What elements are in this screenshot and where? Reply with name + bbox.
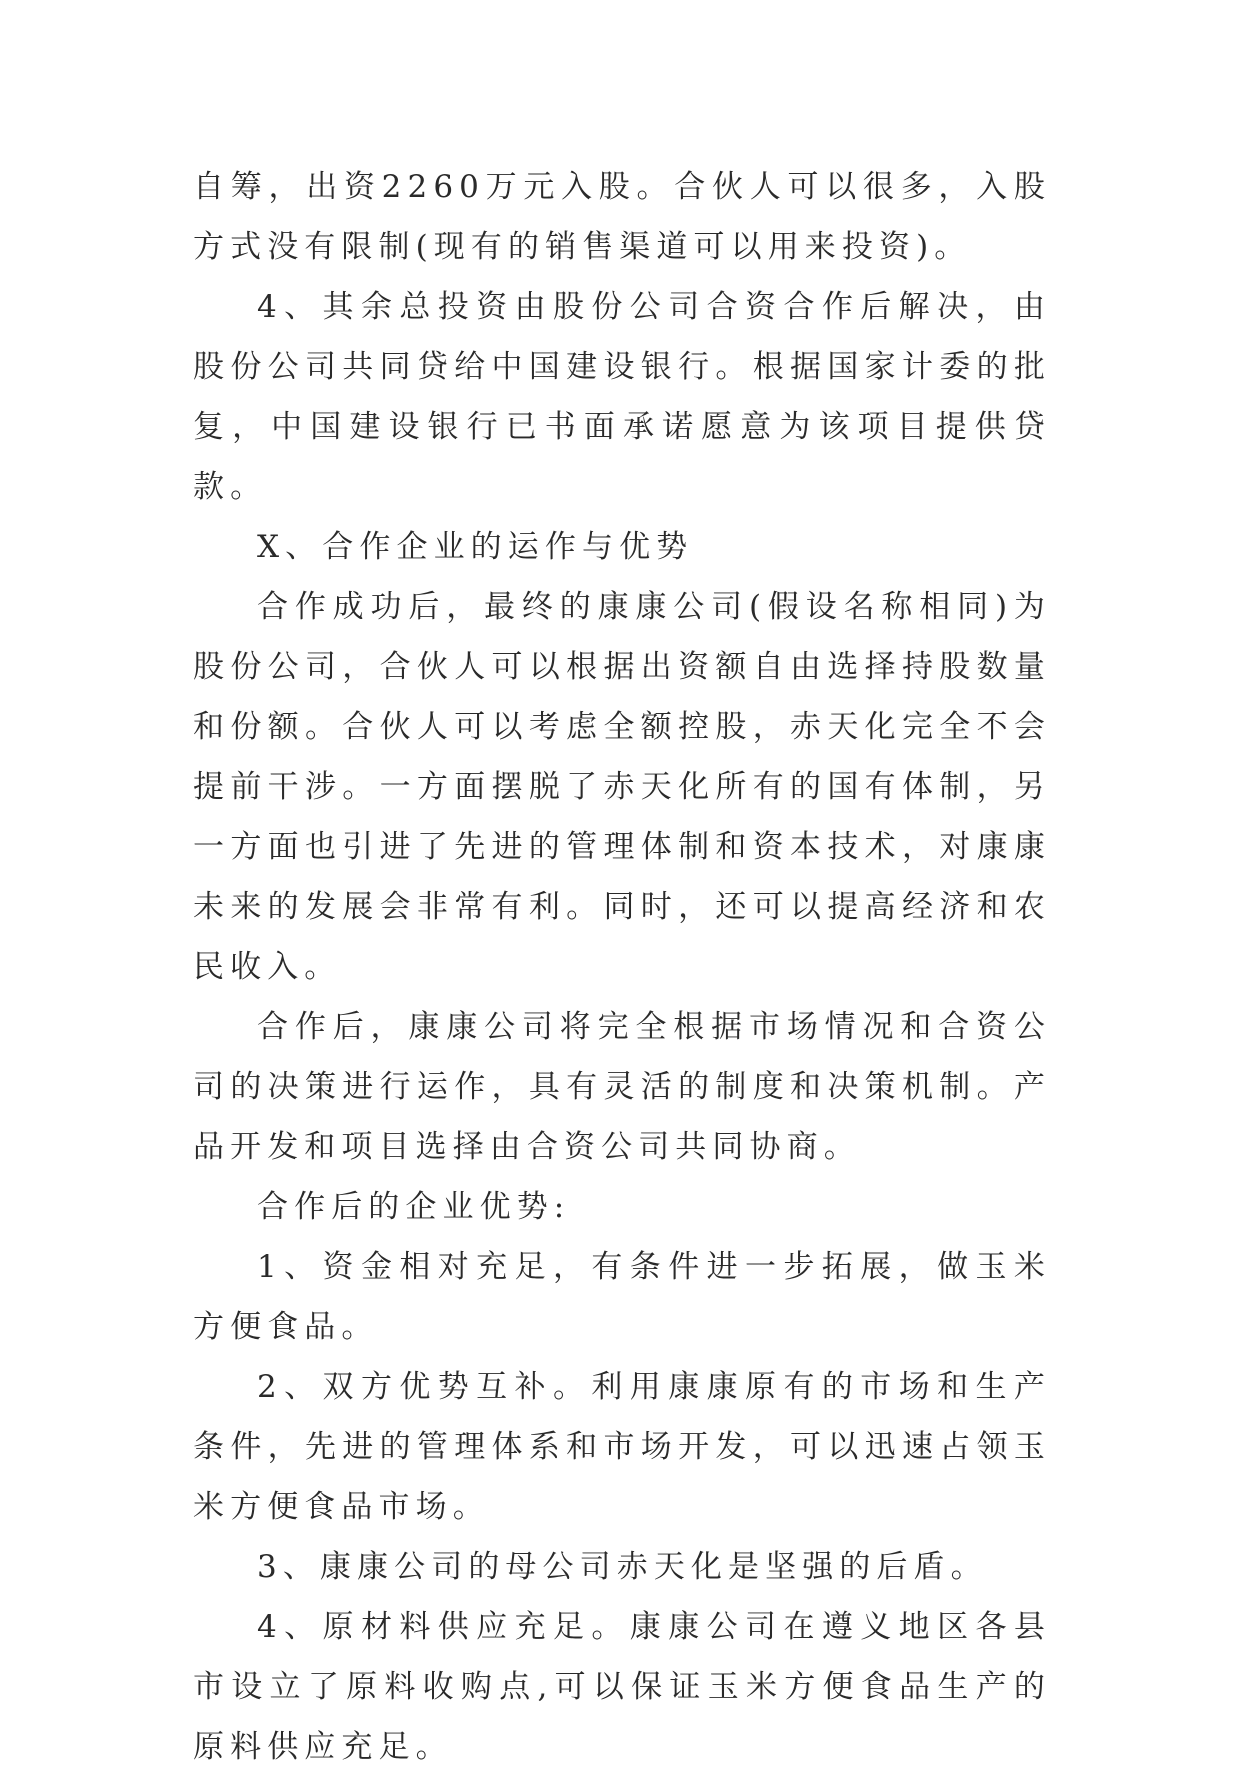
paragraph-remaining-investment: 4、其余总投资由股份公司合资合作后解决，由股份公司共同贷给中国建设银行。根据国家计委的批复，中国建设银行已书面承诺愿意为该项目提供贷款。 <box>193 289 1051 505</box>
list-item-advantage-4: 4、原材料供应充足。康康公司在遵义地区各县市设立了原料收购点,可以保证玉米方便食品生产的原料供应充足。 <box>193 1609 1051 1765</box>
list-item-advantage-3: 3、康康公司的母公司赤天化是坚强的后盾。 <box>257 1549 988 1585</box>
paragraph-advantages-intro: 合作后的企业优势: <box>257 1189 571 1225</box>
paragraph-operation-mode: 合作后，康康公司将完全根据市场情况和合资公司的决策进行运作，具有灵活的制度和决策机制。产品开发和项目选择由合资公司共同协商。 <box>193 1009 1051 1165</box>
list-item-advantage-1: 1、资金相对充足，有条件进一步拓展，做玉米方便食品。 <box>193 1249 1051 1345</box>
paragraph-funding-continued: 自筹，出资2260万元入股。合伙人可以很多，入股方式没有限制(现有的销售渠道可以用来投资)。 <box>193 169 1051 265</box>
paragraph-after-cooperation: 合作成功后，最终的康康公司(假设名称相同)为股份公司，合伙人可以根据出资额自由选择持股数量和份额。合伙人可以考虑全额控股，赤天化完全不会提前干涉。一方面摆脱了赤天化所有的国有体制，另一方面也引进了先进的管理体制和资本技术，对康康未来的发展会非常有利。同时，还可以提高经济和农民收入。 <box>193 589 1051 985</box>
document-body <box>193 157 1051 1777</box>
section-heading-operation: X、合作企业的运作与优势 <box>257 529 694 565</box>
list-item-advantage-2: 2、双方优势互补。利用康康原有的市场和生产条件，先进的管理体系和市场开发，可以迅速占领玉米方便食品市场。 <box>193 1369 1051 1525</box>
